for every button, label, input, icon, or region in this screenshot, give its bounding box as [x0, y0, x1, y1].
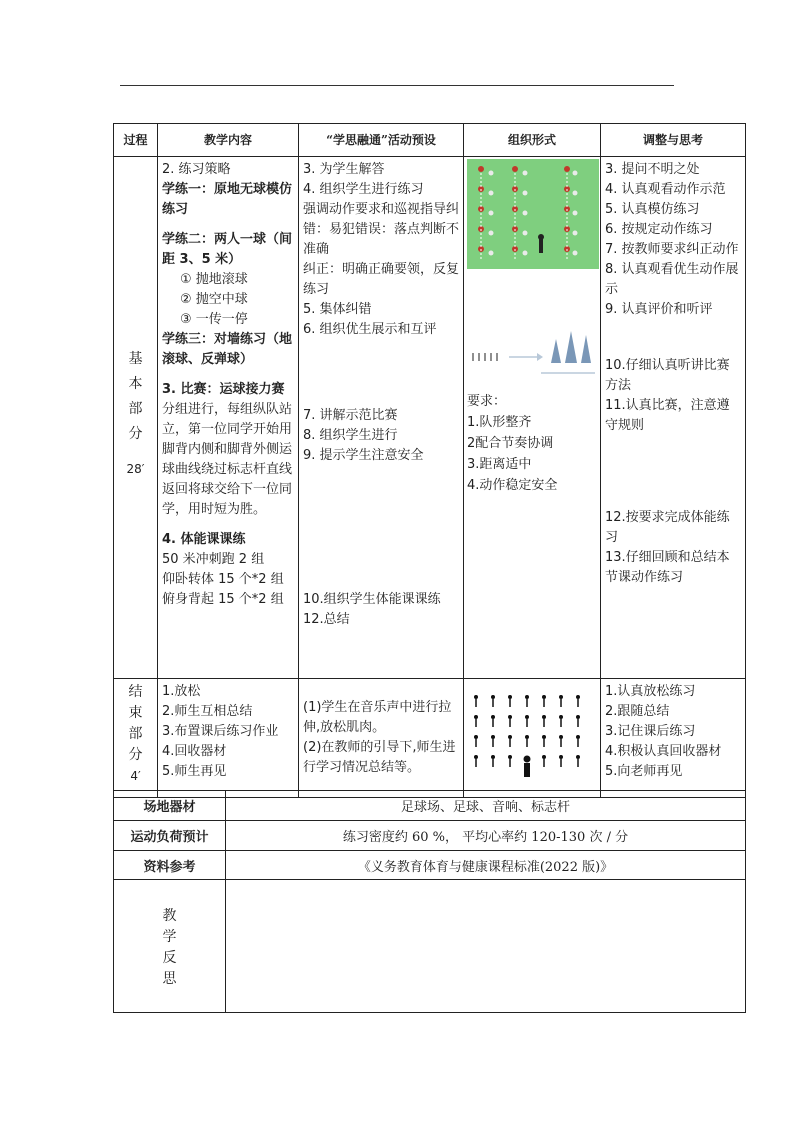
- basic-adjust-cell: [601, 157, 746, 679]
- adjust-item: 4. 认真观看动作示范: [605, 182, 726, 197]
- relay-diagram: [467, 273, 597, 391]
- ending-adjust-item: 5.向老师再见: [605, 764, 683, 779]
- basic-label-char: 部: [128, 400, 143, 417]
- drill2-item: ② 抛空中球: [180, 292, 248, 307]
- requirement-item: 1.队形整齐: [467, 415, 532, 430]
- players-formation-svg: [467, 159, 599, 269]
- field-formation-diagram: [467, 159, 599, 269]
- fitness-item: 50 米冲刺跑 2 组: [162, 552, 265, 567]
- header-activity: “学思融通”活动预设: [299, 124, 464, 157]
- basic-activity-cell: [299, 157, 464, 679]
- basic-label-char: 分: [128, 425, 143, 442]
- basic-section-row: [114, 157, 746, 679]
- requirement-item: 3.距离适中: [467, 457, 532, 472]
- adjust-item: 6. 按规定动作练习: [605, 222, 713, 237]
- ending-adjust-item: 3.记住课后练习: [605, 724, 696, 739]
- activity-item: 7. 讲解示范比赛: [303, 408, 398, 423]
- drill3-title: 学练三：对墙练习（地滚球、反弹球）: [162, 332, 293, 367]
- strategy-title: 2. 练习策略: [162, 162, 231, 177]
- drill1-title: 学练一：原地无球模仿练习: [162, 182, 293, 217]
- basic-organization-cell: [464, 157, 601, 679]
- adjust-item: 3. 提问不明之处: [605, 162, 700, 177]
- reflection-row: [114, 880, 746, 1013]
- equipment-value: 足球场、足球、音响、标志杆: [226, 791, 746, 821]
- activity-item: 6. 组织优生展示和互评: [303, 322, 437, 337]
- ending-content-item: 1.放松: [162, 684, 201, 699]
- activity-item: 4. 组织学生进行练习: [303, 182, 424, 197]
- ending-adjust-item: 1.认真放松练习: [605, 684, 696, 699]
- adjust-item: 11.认真比赛，注意遵守规则: [605, 398, 730, 433]
- adjust-item: 13.仔细回顾和总结本节课动作练习: [605, 550, 730, 585]
- adjust-item: 5. 认真模仿练习: [605, 202, 700, 217]
- basic-content-cell: [158, 157, 299, 679]
- drill2-item: ③ 一传一停: [180, 312, 248, 327]
- basic-time: 28′: [126, 461, 145, 476]
- ending-activity-cell: [299, 679, 464, 798]
- reflection-char: 教: [162, 908, 177, 924]
- drill2-item: ① 抛地滚球: [180, 272, 248, 287]
- ending-content-item: 4.回收器材: [162, 744, 227, 759]
- ending-label-char: 分: [128, 747, 143, 763]
- reference-row: [114, 851, 746, 880]
- relay-diagram-svg: [467, 273, 599, 391]
- fitness-title: 4. 体能课课练: [162, 532, 246, 547]
- reflection-content: [226, 880, 746, 1013]
- activity-item: 强调动作要求和巡视指导纠错：易犯错误：落点判断不准确: [303, 202, 460, 257]
- adjust-item: 10.仔细认真听讲比赛方法: [605, 358, 730, 393]
- ending-label-char: 部: [128, 726, 143, 742]
- reflection-char: 学: [162, 929, 177, 945]
- equipment-row: [114, 791, 746, 821]
- load-label: 运动负荷预计: [114, 821, 226, 851]
- ending-activity-item: (2)在教师的引导下,师生进行学习情况总结等。: [303, 740, 456, 775]
- requirement-item: 2配合节奏协调: [467, 436, 554, 451]
- ending-organization-cell: [464, 679, 601, 798]
- equipment-label: 场地器材: [114, 791, 226, 821]
- drill2-title: 学练二：两人一球（间距 3、5 米）: [162, 232, 293, 267]
- ending-section-label: [114, 679, 158, 798]
- header-rule: [120, 85, 674, 86]
- basic-section-label: [114, 157, 158, 679]
- activity-item: 3. 为学生解答: [303, 162, 385, 177]
- activity-item: 5. 集体纠错: [303, 302, 372, 317]
- competition-text: 分组进行，每组纵队站立，第一位同学开始用脚背内侧和脚背外侧运球曲线绕过标志杆直线返回将球交给下一位同学，用时短为胜。: [162, 402, 293, 517]
- ending-time: 4′: [130, 769, 141, 783]
- summary-table: [113, 790, 746, 1013]
- adjust-item: 12.按要求完成体能练习: [605, 510, 730, 545]
- requirements-title: 要求：: [467, 394, 507, 409]
- ending-formation-svg: [468, 689, 596, 781]
- ending-adjust-item: 2.跟随总结: [605, 704, 670, 719]
- ending-label-char: 结: [128, 684, 143, 700]
- header-organization: 组织形式: [464, 124, 601, 157]
- reference-value: 《义务教育体育与健康课程标准(2022 版)》: [226, 851, 746, 880]
- ending-content-item: 3.布置课后练习作业: [162, 724, 279, 739]
- fitness-item: 仰卧转体 15 个*2 组: [162, 572, 284, 587]
- requirement-item: 4.动作稳定安全: [467, 478, 558, 493]
- activity-item: 8. 组织学生进行: [303, 428, 398, 443]
- ending-content-item: 2.师生互相总结: [162, 704, 253, 719]
- adjust-item: 7. 按教师要求纠正动作: [605, 242, 739, 257]
- fitness-item: 俯身背起 15 个*2 组: [162, 592, 284, 607]
- load-row: [114, 821, 746, 851]
- table-header-row: [114, 124, 746, 157]
- activity-item: 12.总结: [303, 612, 350, 627]
- ending-activity-item: (1)学生在音乐声中进行拉伸,放松肌肉。: [303, 700, 452, 735]
- lesson-table: [113, 123, 746, 798]
- ending-adjust-item: 4.积极认真回收器材: [605, 744, 722, 759]
- reflection-label: [114, 880, 226, 1013]
- header-process: 过程: [114, 124, 158, 157]
- activity-item: 10.组织学生体能课课练: [303, 592, 441, 607]
- adjust-item: 8. 认真观看优生动作展示: [605, 262, 739, 297]
- reflection-char: 思: [162, 971, 177, 987]
- ending-content-cell: [158, 679, 299, 798]
- ending-adjust-cell: [601, 679, 746, 798]
- basic-label-char: 本: [128, 375, 143, 392]
- header-content: 教学内容: [158, 124, 299, 157]
- reference-label: 资料参考: [114, 851, 226, 880]
- competition-title: 3. 比赛：运球接力赛: [162, 382, 285, 397]
- activity-item: 纠正：明确正确要领，反复练习: [303, 262, 460, 297]
- reflection-char: 反: [162, 950, 177, 966]
- activity-item: 9. 提示学生注意安全: [303, 448, 424, 463]
- ending-label-char: 束: [128, 705, 143, 721]
- adjust-item: 9. 认真评价和听评: [605, 302, 713, 317]
- load-value: 练习密度约 60 %， 平均心率约 120-130 次 / 分: [226, 821, 746, 851]
- header-adjust: 调整与思考: [601, 124, 746, 157]
- ending-content-item: 5.师生再见: [162, 764, 227, 779]
- basic-label-char: 基: [128, 350, 143, 367]
- ending-section-row: [114, 679, 746, 798]
